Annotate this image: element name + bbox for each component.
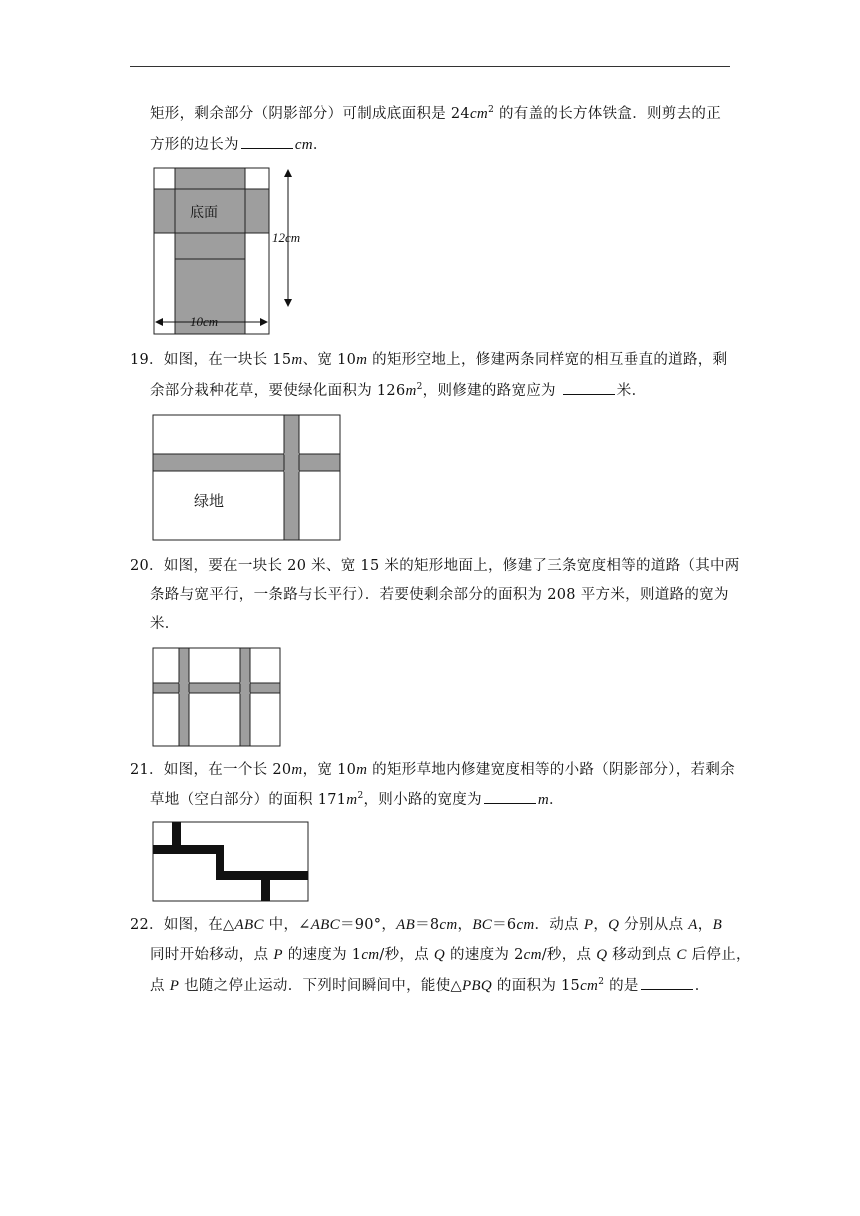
q21-line-2: 草地（空白部分）的面积 $171m^2$，则小路的宽度为 m． (150, 791, 564, 808)
q19-figure (152, 414, 342, 542)
q22-line-3: 点 P 也随之停止运动．下列时间瞬间中，能使△PBQ 的面积为 $15cm^2$ 的是 ． (150, 977, 710, 994)
height-label: 12cm (272, 230, 301, 245)
answer-blank[interactable] (641, 975, 693, 990)
answer-blank[interactable] (241, 134, 293, 149)
answer-blank[interactable] (563, 380, 615, 395)
q18-figure (148, 162, 318, 342)
width-label: 10cm (190, 314, 219, 329)
q19-line-2: 余部分栽种花草，要使绿化面积为 $126m^2$，则修建的路宽应为 米． (150, 382, 647, 399)
q19-line-1: 19．如图，在一块长 15m、宽 10m 的矩形空地上，修建两条同样宽的相互垂直的道路，剩 (130, 352, 728, 368)
q22-line-1: 22．如图，在△ABC 中，∠ABC＝90°，AB＝8cm，BC＝6cm．动点 P，Q 分别从点 A，B (130, 917, 723, 933)
q18-line-2: 方形的边长为 cm． (150, 134, 328, 155)
q21-line-1: 21．如图，在一个长 20m，宽 10m 的矩形草地内修建宽度相等的小路（阴影部分），若剩余 (130, 762, 735, 778)
answer-blank[interactable] (484, 789, 536, 804)
q20-line-3: 米． (150, 616, 180, 632)
header-rule (130, 66, 730, 67)
green-area-label: 绿地 (194, 492, 225, 510)
q20-figure (152, 647, 282, 749)
q20-line-2: 条路与宽平行，一条路与长平行）．若要使剩余部分的面积为 208 平方米，则道路的宽为 (150, 587, 729, 603)
q22-line-2: 同时开始移动，点 P 的速度为 1cm/秒，点 Q 的速度为 2cm/秒，点 Q 移动到点 C 后停止， (150, 947, 751, 963)
q18-line-1: 矩形，剩余部分（阴影部分）可制成底面积是 $24cm^2$ 的有盖的长方体铁盒．则剪去的正 (150, 105, 722, 122)
q21-figure (152, 821, 310, 903)
base-label: 底面 (190, 205, 218, 221)
q20-line-1: 20．如图，要在一块长 20 米、宽 15 米的矩形地面上，修建了三条宽度相等的道路（其中两 (130, 558, 740, 574)
